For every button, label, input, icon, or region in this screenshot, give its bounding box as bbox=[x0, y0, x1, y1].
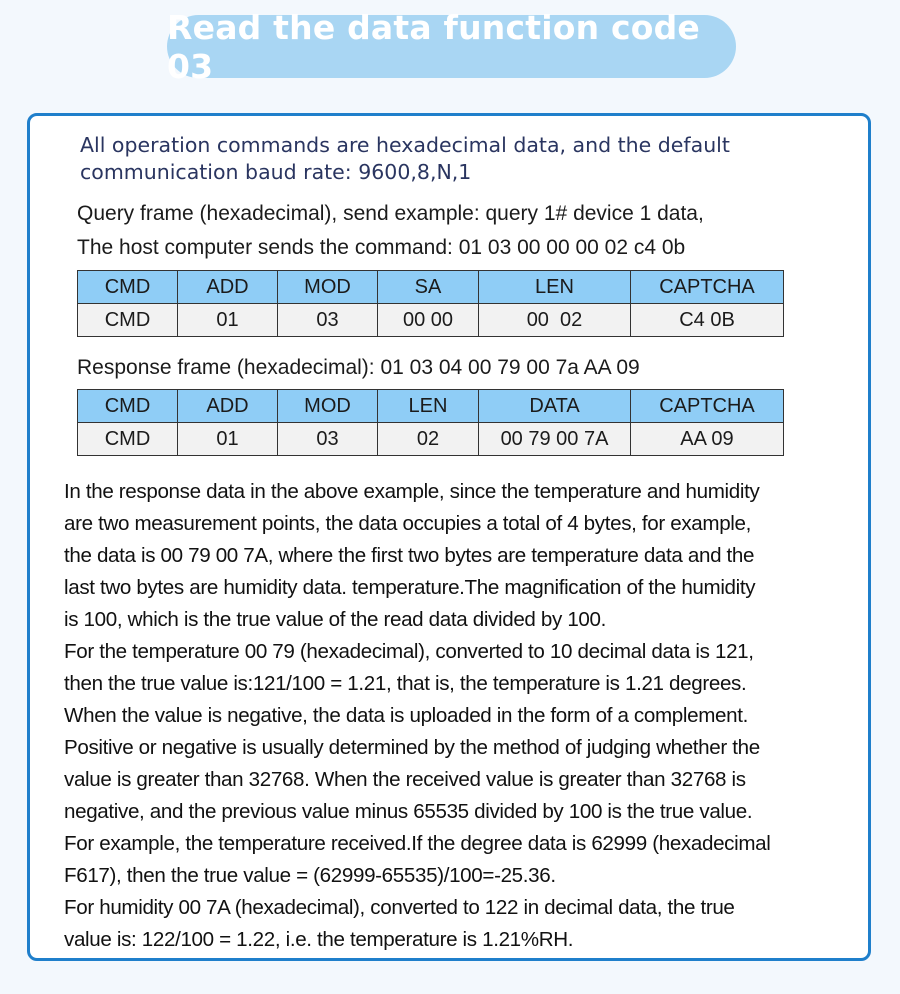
table-header-cell: MOD bbox=[278, 390, 378, 423]
table-header-cell: CAPTCHA bbox=[631, 271, 784, 304]
table-cell: 02 bbox=[378, 423, 479, 456]
table-header-cell: ADD bbox=[178, 390, 278, 423]
explanation-line: last two bytes are humidity data. temperature.The magnification of the humidity bbox=[64, 576, 756, 599]
response-line: Response frame (hexadecimal): 01 03 04 00 79 00 7a AA 09 bbox=[77, 356, 640, 379]
table-header-cell: ADD bbox=[178, 271, 278, 304]
table-cell: 03 bbox=[278, 423, 378, 456]
table-cell: AA 09 bbox=[631, 423, 784, 456]
explanation-line: are two measurement points, the data occupies a total of 4 bytes, for example, bbox=[64, 512, 752, 535]
table-cell: 01 bbox=[178, 304, 278, 337]
explanation-line: F617), then the true value = (62999-65535)/100=-25.36. bbox=[64, 864, 556, 887]
intro-text: All operation commands are hexadecimal data, and the default communication baud rate: 9600,8,N,1 bbox=[80, 133, 730, 184]
table-cell: 00 00 bbox=[378, 304, 479, 337]
explanation-line: value is greater than 32768. When the received value is greater than 32768 is bbox=[64, 768, 746, 791]
page-title: Read the data function code 03 bbox=[167, 7, 701, 86]
query-line-2: The host computer sends the command: 01 03 00 00 00 02 c4 0b bbox=[77, 236, 686, 259]
table-header-cell: LEN bbox=[378, 390, 479, 423]
query-line-1: Query frame (hexadecimal), send example: query 1# device 1 data, bbox=[77, 202, 704, 225]
explanation-line: Positive or negative is usually determined by the method of judging whether the bbox=[64, 736, 760, 759]
table-header-row bbox=[78, 390, 784, 423]
table-row bbox=[78, 304, 784, 337]
table-header-row bbox=[78, 271, 784, 304]
table-header-cell: CMD bbox=[78, 390, 178, 423]
table-cell: 00 02 bbox=[479, 304, 631, 337]
table-cell: 03 bbox=[278, 304, 378, 337]
table-cell: 01 bbox=[178, 423, 278, 456]
table-cell: 00 79 00 7A bbox=[479, 423, 631, 456]
explanation-line: then the true value is:121/100 = 1.21, that is, the temperature is 1.21 degrees. bbox=[64, 672, 747, 695]
explanation-line: negative, and the previous value minus 65535 divided by 100 is the true value. bbox=[64, 800, 753, 823]
table-header-cell: CAPTCHA bbox=[631, 390, 784, 423]
explanation-line: For humidity 00 7A (hexadecimal), converted to 122 in decimal data, the true bbox=[64, 896, 735, 919]
table-header-cell: DATA bbox=[479, 390, 631, 423]
table-row bbox=[78, 423, 784, 456]
table-header-cell: CMD bbox=[78, 271, 178, 304]
table-header-cell: SA bbox=[378, 271, 479, 304]
table-cell: CMD bbox=[78, 304, 178, 337]
table-cell: CMD bbox=[78, 423, 178, 456]
explanation-line: For the temperature 00 79 (hexadecimal), converted to 10 decimal data is 121, bbox=[64, 640, 754, 663]
explanation-text bbox=[64, 476, 874, 956]
table-header-cell: LEN bbox=[479, 271, 631, 304]
explanation-line: When the value is negative, the data is uploaded in the form of a complement. bbox=[64, 704, 748, 727]
explanation-line: In the response data in the above example, since the temperature and humidity bbox=[64, 480, 760, 503]
response-frame-table bbox=[77, 389, 784, 456]
table-cell: C4 0B bbox=[631, 304, 784, 337]
explanation-line: is 100, which is the true value of the read data divided by 100. bbox=[64, 608, 606, 631]
explanation-line: the data is 00 79 00 7A, where the first two bytes are temperature data and the bbox=[64, 544, 755, 567]
content-panel bbox=[27, 113, 871, 961]
explanation-line: For example, the temperature received.If the degree data is 62999 (hexadecimal bbox=[64, 832, 771, 855]
table-header-cell: MOD bbox=[278, 271, 378, 304]
title-banner bbox=[167, 7, 736, 86]
explanation-line: value is: 122/100 = 1.22, i.e. the temperature is 1.21%RH. bbox=[64, 928, 574, 951]
query-frame-table bbox=[77, 270, 784, 337]
